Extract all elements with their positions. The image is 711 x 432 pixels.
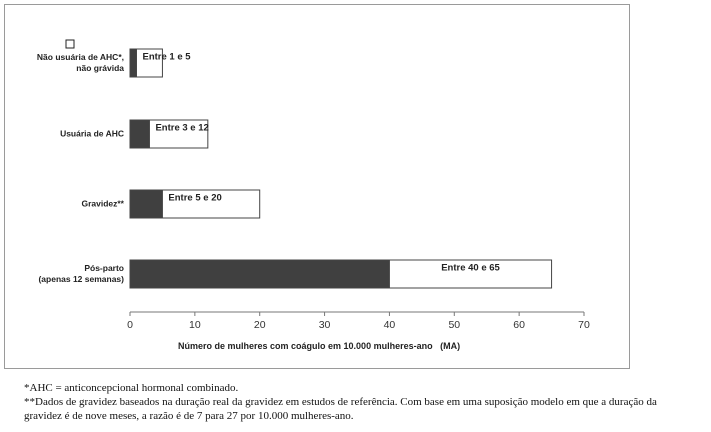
bar-segment-dark: [130, 49, 136, 77]
x-tick-label: 30: [318, 319, 331, 331]
x-tick-label: 20: [253, 319, 266, 331]
x-tick-label: 60: [513, 319, 525, 331]
bar-range-label: Entre 5 e 20: [168, 192, 222, 204]
x-tick-label: 10: [189, 319, 201, 331]
bar-range-label: Entre 3 e 12: [155, 122, 209, 134]
bar-range-label: Entre 40 e 65: [441, 262, 500, 274]
bar-segment-dark: [130, 260, 389, 288]
x-tick-label: 50: [448, 319, 461, 331]
category-label: (apenas 12 semanas): [38, 273, 124, 284]
x-tick-label: 40: [383, 319, 396, 331]
bar-segment-dark: [130, 120, 149, 148]
x-tick-label: 70: [578, 319, 590, 331]
bar-chart: [5, 5, 629, 368]
category-label: Pós-parto: [84, 262, 124, 273]
legend-marker-square: [66, 40, 74, 48]
category-label: não grávida: [76, 62, 124, 73]
footnote-pregnancy: **Dados de gravidez baseados na duração real da gravidez em estudos de referência. Com base em uma suposição modelo em que a duração da gravidez é de nove meses, a razão é de 7 para 27 por 10.000 mulheres-ano.: [24, 396, 657, 422]
x-axis-title: Número de mulheres com coágulo em 10.000 mulheres-ano (MA): [178, 341, 461, 351]
category-label: Gravidez**: [81, 198, 124, 209]
bar-range-label: Entre 1 e 5: [142, 51, 191, 63]
bar-segment-dark: [130, 190, 162, 218]
category-label: Usuária de AHC: [60, 128, 124, 139]
category-label: Não usuária de AHC*,: [36, 51, 124, 62]
figure-frame: [4, 4, 630, 369]
x-tick-label: 0: [127, 319, 133, 331]
footnotes: [24, 381, 684, 423]
footnote-ahc: *AHC = anticoncepcional hormonal combinado.: [24, 382, 239, 394]
